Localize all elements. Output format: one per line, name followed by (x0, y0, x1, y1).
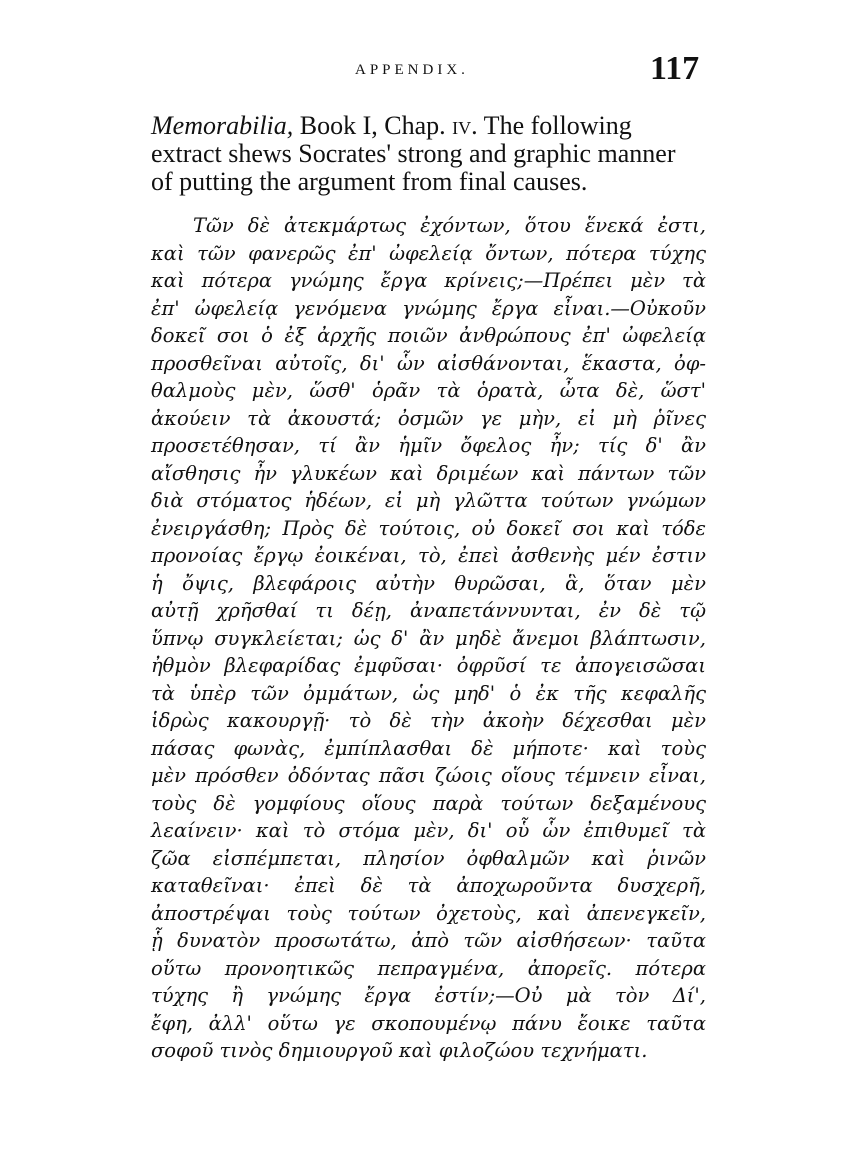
greek-line: καὶ πότερα γνώμης ἔργα κρίνεις;—Πρέπει μὲν τὰ (151, 269, 706, 292)
greek-line: Τῶν δὲ ἀτεκμάρτως ἐχόντων, ὅτου ἕνεκά ἐστι, (193, 214, 706, 237)
greek-line: αὐτῇ χρῆσθαί τι δέῃ, ἀναπετάννυνται, ἐν δὲ τῷ (151, 599, 706, 622)
greek-line: τὰ ὑπὲρ τῶν ὀμμάτων, ὡς μηδ' ὁ ἐκ τῆς κεφαλῆς (151, 681, 706, 705)
greek-line: καταθεῖναι· ἐπεὶ δὲ τὰ ἀποχωροῦντα δυσχερῆ, (151, 874, 706, 897)
greek-line: λεαίνειν· καὶ τὸ στόμα μὲν, δι' οὗ ὧν ἐπιθυμεῖ τὰ (151, 819, 706, 842)
greek-line: ἐπ' ὠφελείᾳ γενόμενα γνώμης ἔργα εἶναι.—Οὐκοῦν (151, 296, 706, 320)
intro-line-2: extract shews Socrates' strong and graphic manner (151, 139, 676, 168)
greek-line: ἱδρὼς κακουργῇ· τὸ δὲ τὴν ἀκοὴν δέχεσθαι μὲν (151, 709, 706, 732)
intro-paragraph (151, 112, 706, 196)
page-number: 117 (650, 50, 700, 87)
greek-line: προσετέθησαν, τί ἂν ἡμῖν ὄφελος ἦν; τίς δ' ἂν (151, 434, 706, 457)
greek-line: θαλμοὺς μὲν, ὥσθ' ὁρᾶν τὰ ὁρατὰ, ὦτα δὲ, ὥστ' (151, 379, 706, 402)
greek-line: προνοίας ἔργῳ ἐοικέναι, τὸ, ἐπεὶ ἀσθενὴς μέν ἐστιν (151, 544, 706, 567)
greek-line: ἀκούειν τὰ ἀκουστά; ὀσμῶν γε μὴν, εἰ μὴ ῥῖνες (151, 406, 706, 430)
greek-line: διὰ στόματος ἡδέων, εἰ μὴ γλῶττα τούτων γνώμων (151, 489, 706, 512)
greek-line: προσθεῖναι αὐτοῖς, δι' ὧν αἰσθάνονται, ἕκαστα, ὀφ- (151, 351, 706, 375)
greek-quotation (151, 212, 706, 1065)
greek-line: τοὺς δὲ γομφίους οἵους παρὰ τούτων δεξαμένους (151, 791, 706, 815)
greek-line: ᾗ δυνατὸν προσωτάτω, ἀπὸ τῶν αἰσθήσεων· ταῦτα (151, 929, 706, 952)
source-title: Memorabilia, (151, 111, 294, 140)
greek-line: ἐνειργάσθη; Πρὸς δὲ τούτοις, οὐ δοκεῖ σοι καὶ τόδε (151, 516, 706, 540)
greek-line: ζῶα εἰσπέμπεται, πλησίον ὀφθαλμῶν καὶ ῥινῶν (151, 846, 706, 870)
intro-line-1-text: Book I, Chap. (293, 111, 453, 140)
running-head: APPENDIX. (355, 62, 469, 78)
greek-line: τύχης ἢ γνώμης ἔργα ἐστίν;—Οὐ μὰ τὸν Δί', (151, 984, 706, 1007)
intro-line-1 (151, 112, 706, 140)
greek-line: μὲν πρόσθεν ὀδόντας πᾶσι ζώοις οἵους τέμνειν εἶναι, (151, 764, 706, 787)
greek-line: ὕπνῳ συγκλείεται; ὡς δ' ἂν μηδὲ ἄνεμοι βλάπτωσιν, (151, 626, 706, 650)
greek-line: δοκεῖ σοι ὁ ἐξ ἀρχῆς ποιῶν ἀνθρώπους ἐπ' ὠφελείᾳ (151, 324, 706, 347)
greek-line: οὕτω προνοητικῶς πεπραγμένα, ἀπορεῖς. πότερα (151, 956, 706, 980)
intro-line-3: of putting the argument from final causes. (151, 167, 588, 196)
greek-line: καὶ τῶν φανερῶς ἐπ' ὠφελείᾳ ὄντων, πότερα τύχης (151, 241, 706, 265)
greek-line: σοφοῦ τινὸς δημιουργοῦ καὶ φιλοζώου τεχνήματι. (151, 1039, 648, 1062)
greek-line: ἔφη, ἀλλ' οὕτω γε σκοπουμένῳ πάνυ ἔοικε ταῦτα (151, 1011, 706, 1035)
greek-line: αἴσθησις ἦν γλυκέων καὶ δριμέων καὶ πάντων τῶν (151, 461, 706, 485)
chapter-numeral: iv. (452, 111, 478, 140)
greek-line: πάσας φωνὰς, ἐμπίπλασθαι δὲ μήποτε· καὶ τοὺς (151, 736, 706, 760)
greek-line: ἠθμὸν βλεφαρίδας ἐμφῦσαι· ὀφρῦσί τε ἀπογεισῶσαι (151, 654, 706, 677)
greek-line: ἀποστρέψαι τοὺς τούτων ὀχετοὺς, καὶ ἀπενεγκεῖν, (151, 901, 706, 925)
greek-line: ἡ ὄψις, βλεφάροις αὐτὴν θυρῶσαι, ἃ, ὅταν μὲν (151, 571, 706, 595)
intro-line-1-tail: The following (477, 111, 632, 140)
